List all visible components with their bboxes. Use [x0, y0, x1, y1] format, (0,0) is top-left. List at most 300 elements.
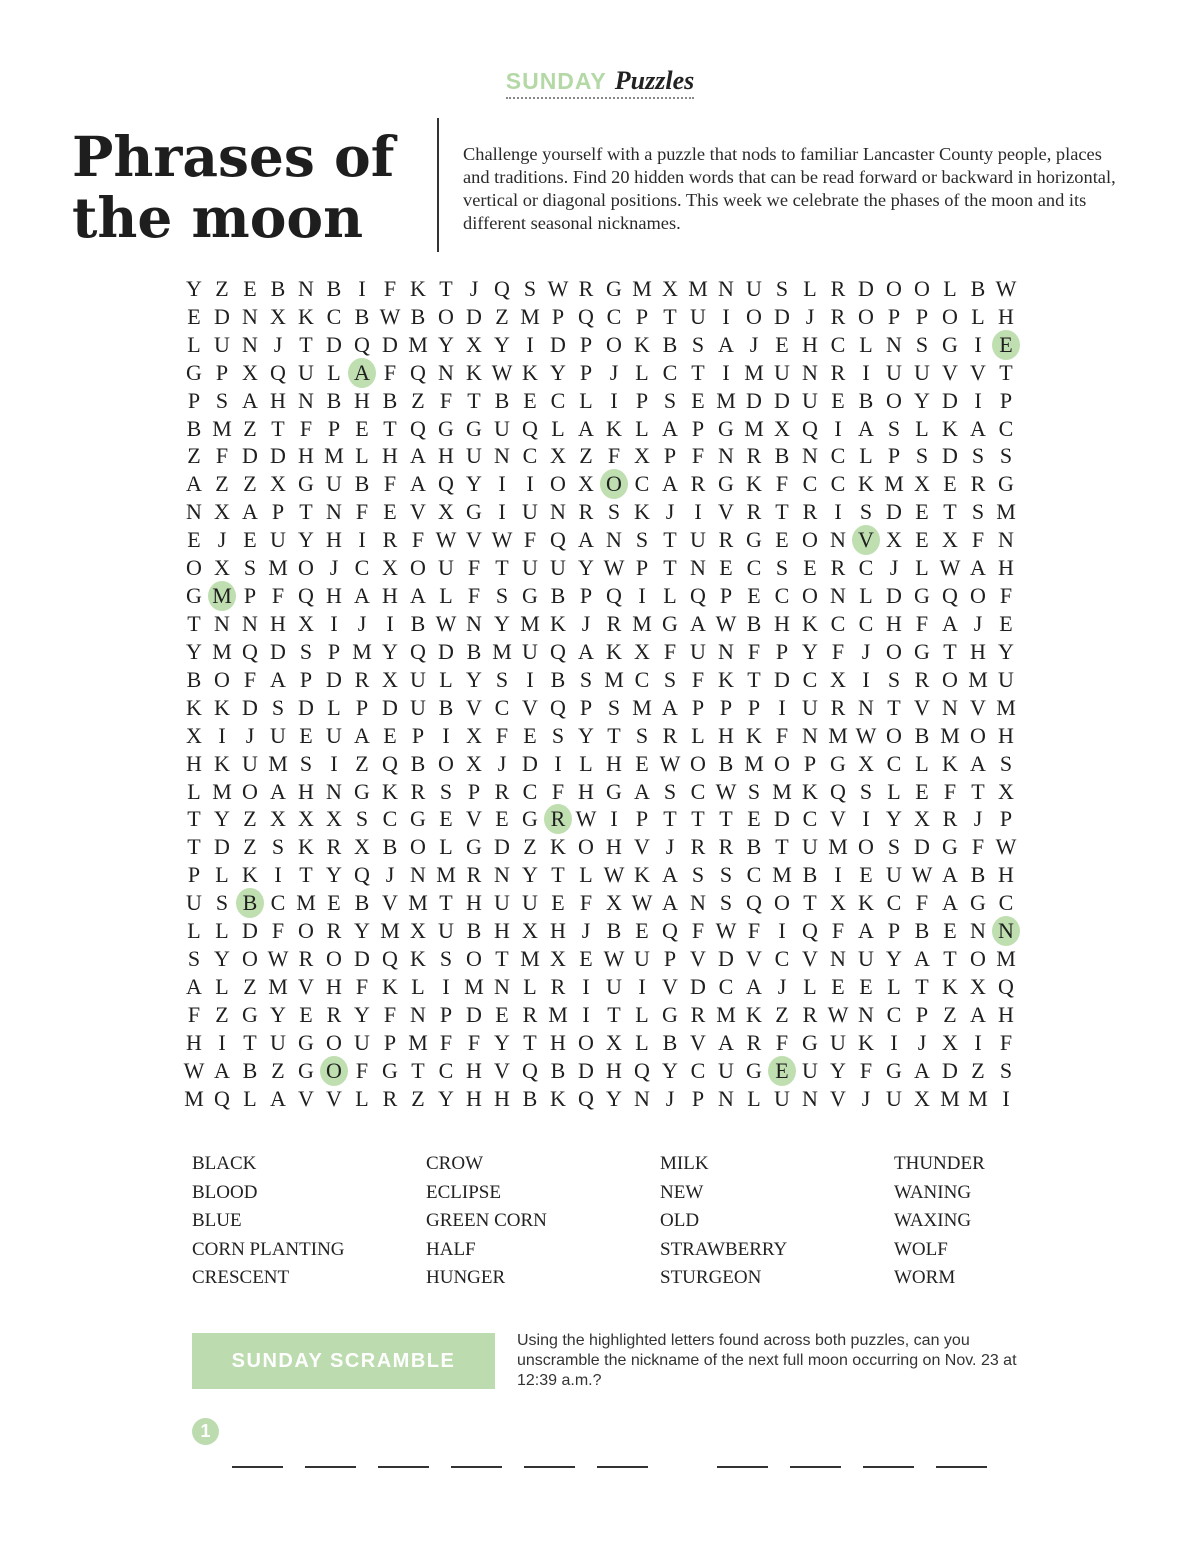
- letter-cell: H: [606, 834, 622, 860]
- answer-blank[interactable]: [232, 1466, 283, 1468]
- letter-cell: M: [996, 499, 1016, 525]
- letter-cell: T: [243, 1029, 257, 1055]
- scramble-number-badge: 1: [192, 1418, 219, 1445]
- letter-cell: F: [439, 387, 453, 413]
- letter-cell: R: [298, 946, 314, 972]
- letter-cell: R: [354, 666, 370, 692]
- letter-cell: U: [410, 666, 426, 692]
- letter-cell: I: [526, 331, 534, 357]
- letter-cell: K: [858, 1029, 874, 1055]
- letter-cell: M: [408, 331, 428, 357]
- letter-cell: U: [438, 555, 454, 581]
- letter-cell: U: [774, 1085, 790, 1111]
- letter-cell: F: [691, 666, 705, 692]
- letter-cell: Y: [326, 862, 342, 888]
- letter-cell: F: [383, 359, 397, 385]
- letter-cell: I: [1002, 1085, 1010, 1111]
- letter-cell: H: [186, 1029, 202, 1055]
- word-list-item: WANING: [894, 1181, 972, 1203]
- letter-cell: S: [747, 778, 761, 804]
- letter-cell: A: [354, 722, 370, 748]
- letter-cell: X: [830, 666, 846, 692]
- letter-cell: F: [355, 974, 369, 999]
- letter-cell: U: [718, 1057, 734, 1083]
- letter-cell: G: [354, 778, 370, 804]
- word-search-grid: [180, 275, 1020, 1113]
- letter-cell: D: [326, 331, 342, 357]
- letter-cell: C: [774, 946, 790, 972]
- letter-cell: G: [718, 415, 734, 441]
- letter-cell: P: [187, 862, 201, 888]
- letter-cell: Z: [243, 806, 257, 832]
- letter-cell: F: [915, 611, 929, 637]
- letter-cell: L: [803, 974, 817, 999]
- letter-cell: Z: [243, 974, 257, 999]
- letter-cell: C: [998, 415, 1014, 441]
- letter-cell: Z: [243, 471, 257, 497]
- letter-cell: X: [186, 722, 202, 748]
- letter-cell: P: [999, 387, 1013, 413]
- letter-cell: C: [662, 359, 678, 385]
- letter-cell: N: [606, 527, 622, 553]
- letter-cell: J: [609, 359, 619, 385]
- letter-cell: K: [858, 890, 874, 916]
- letter-cell: A: [354, 583, 370, 609]
- letter-cell: U: [242, 750, 258, 776]
- letter-cell: G: [466, 499, 482, 525]
- letter-cell: I: [582, 974, 590, 999]
- answer-blank[interactable]: [863, 1466, 914, 1468]
- letter-cell: J: [973, 611, 983, 637]
- letter-cell: K: [802, 611, 818, 637]
- letter-cell: L: [691, 722, 705, 748]
- letter-cell: O: [886, 638, 902, 664]
- letter-cell: B: [382, 387, 398, 413]
- letter-cell: E: [243, 275, 257, 301]
- letter-cell: L: [663, 583, 677, 609]
- letter-cell: C: [746, 555, 762, 581]
- letter-cell: K: [746, 1001, 762, 1027]
- letter-cell: E: [327, 890, 341, 916]
- letter-cell: E: [803, 555, 817, 581]
- letter-cell: Q: [578, 303, 594, 329]
- letter-cell: A: [578, 415, 594, 441]
- word-list-item: STRAWBERRY: [660, 1238, 788, 1260]
- letter-cell: E: [831, 974, 845, 999]
- letter-cell: J: [973, 806, 983, 832]
- letter-cell: W: [491, 359, 513, 385]
- letter-cell: N: [466, 611, 482, 637]
- letter-cell: W: [435, 611, 457, 637]
- letter-cell: E: [299, 1001, 313, 1027]
- letter-cell: E: [243, 527, 257, 553]
- letter-cell: B: [186, 415, 202, 441]
- letter-cell: T: [187, 834, 201, 860]
- letter-cell: K: [410, 946, 426, 972]
- letter-cell: T: [299, 331, 313, 357]
- letter-cell: I: [498, 499, 506, 525]
- letter-cell: O: [326, 946, 342, 972]
- letter-cell: V: [746, 946, 762, 972]
- letter-cell: M: [212, 778, 232, 804]
- letter-cell: E: [775, 331, 789, 357]
- word-list-item: OLD: [660, 1210, 700, 1231]
- letter-cell: U: [858, 946, 874, 972]
- letter-cell: D: [858, 275, 874, 301]
- letter-cell: W: [995, 275, 1017, 301]
- letter-cell: I: [610, 806, 618, 832]
- letter-cell: K: [550, 1085, 566, 1111]
- letter-cell: L: [579, 862, 593, 888]
- letter-cell: N: [550, 499, 566, 525]
- letter-cell: J: [217, 527, 227, 553]
- letter-cell: P: [579, 331, 593, 357]
- letter-cell: S: [915, 443, 929, 469]
- letter-cell: M: [940, 722, 960, 748]
- letter-cell: R: [382, 527, 398, 553]
- letter-cell: M: [520, 303, 540, 329]
- letter-cell: W: [603, 946, 625, 972]
- letter-cell: Y: [438, 1085, 454, 1111]
- letter-cell: S: [299, 638, 313, 664]
- letter-cell: P: [215, 359, 229, 385]
- letter-cell: S: [719, 862, 733, 888]
- letter-cell: Z: [579, 443, 593, 469]
- letter-cell: V: [662, 974, 678, 999]
- answer-blank[interactable]: [378, 1466, 429, 1468]
- letter-cell: R: [830, 555, 846, 581]
- letter-cell: Q: [830, 778, 846, 804]
- answer-blank[interactable]: [597, 1466, 648, 1468]
- letter-cell: E: [775, 527, 789, 553]
- letter-cell: N: [858, 694, 874, 720]
- letter-cell: W: [715, 611, 737, 637]
- letter-cell: L: [215, 918, 229, 944]
- letter-cell: S: [691, 862, 705, 888]
- letter-cell: U: [466, 443, 482, 469]
- letter-cell: S: [887, 415, 901, 441]
- letter-cell: W: [715, 918, 737, 944]
- letter-cell: U: [550, 555, 566, 581]
- letter-cell: S: [635, 527, 649, 553]
- letter-cell: Z: [355, 750, 369, 776]
- letter-cell: W: [603, 862, 625, 888]
- highlighted-letter-cell: E: [768, 1057, 796, 1085]
- letter-cell: M: [212, 638, 232, 664]
- letter-cell: T: [943, 946, 957, 972]
- letter-cell: D: [242, 443, 258, 469]
- letter-cell: L: [187, 331, 201, 357]
- letter-cell: Y: [606, 1085, 622, 1111]
- letter-cell: D: [690, 974, 706, 999]
- letter-cell: R: [690, 1001, 706, 1027]
- letter-cell: B: [858, 387, 874, 413]
- page-title: Phrases of the moon: [72, 124, 395, 250]
- letter-cell: Z: [943, 1001, 957, 1027]
- letter-cell: F: [495, 722, 509, 748]
- letter-cell: M: [940, 1085, 960, 1111]
- letter-cell: P: [803, 750, 817, 776]
- letter-cell: A: [578, 527, 594, 553]
- letter-cell: A: [634, 778, 650, 804]
- letter-cell: F: [271, 583, 285, 609]
- word-list-item: BLACK: [192, 1153, 257, 1174]
- letter-cell: F: [691, 443, 705, 469]
- letter-cell: A: [942, 862, 958, 888]
- letter-cell: O: [550, 471, 566, 497]
- letter-cell: D: [242, 918, 258, 944]
- letter-cell: Y: [578, 722, 594, 748]
- letter-cell: L: [439, 834, 453, 860]
- letter-cell: S: [215, 387, 229, 413]
- letter-cell: X: [634, 443, 650, 469]
- letter-cell: Q: [214, 1085, 230, 1111]
- letter-cell: N: [242, 331, 258, 357]
- letter-cell: V: [298, 974, 314, 999]
- letter-cell: I: [386, 611, 394, 637]
- letter-cell: T: [775, 499, 789, 525]
- letter-cell: K: [634, 499, 650, 525]
- letter-cell: T: [383, 415, 397, 441]
- letter-cell: M: [996, 946, 1016, 972]
- letter-cell: N: [718, 443, 734, 469]
- letter-cell: X: [886, 527, 902, 553]
- letter-cell: U: [802, 387, 818, 413]
- letter-cell: H: [606, 750, 622, 776]
- letter-cell: R: [382, 1085, 398, 1111]
- letter-cell: N: [802, 722, 818, 748]
- letter-cell: T: [467, 387, 481, 413]
- letter-cell: Q: [410, 638, 426, 664]
- letter-cell: Q: [998, 974, 1014, 999]
- letter-cell: Y: [662, 1057, 678, 1083]
- letter-cell: M: [380, 918, 400, 944]
- letter-cell: M: [716, 1001, 736, 1027]
- letter-cell: G: [466, 834, 482, 860]
- letter-cell: C: [774, 583, 790, 609]
- letter-cell: T: [719, 806, 733, 832]
- letter-cell: U: [830, 1029, 846, 1055]
- letter-cell: L: [887, 974, 901, 999]
- letter-cell: S: [859, 778, 873, 804]
- letter-cell: N: [690, 555, 706, 581]
- letter-cell: M: [520, 946, 540, 972]
- letter-cell: G: [746, 1057, 762, 1083]
- letter-cell: Q: [438, 471, 454, 497]
- letter-cell: F: [355, 1057, 369, 1083]
- letter-cell: T: [691, 806, 705, 832]
- letter-cell: B: [466, 918, 482, 944]
- letter-cell: Y: [998, 638, 1014, 664]
- letter-cell: B: [410, 303, 426, 329]
- answer-blank[interactable]: [790, 1466, 841, 1468]
- letter-cell: S: [551, 722, 565, 748]
- letter-cell: C: [830, 611, 846, 637]
- letter-cell: Z: [523, 834, 537, 860]
- letter-cell: Y: [550, 359, 566, 385]
- letter-cell: G: [410, 806, 426, 832]
- letter-cell: F: [383, 275, 397, 301]
- letter-cell: A: [942, 890, 958, 916]
- letter-cell: S: [775, 555, 789, 581]
- letter-cell: B: [354, 890, 370, 916]
- letter-cell: G: [718, 471, 734, 497]
- letter-cell: S: [243, 555, 257, 581]
- letter-cell: R: [522, 1001, 538, 1027]
- letter-cell: A: [942, 611, 958, 637]
- letter-cell: R: [662, 722, 678, 748]
- letter-cell: D: [746, 387, 762, 413]
- letter-cell: B: [438, 694, 454, 720]
- letter-cell: A: [186, 974, 202, 999]
- letter-cell: Q: [382, 946, 398, 972]
- letter-cell: S: [663, 666, 677, 692]
- letter-cell: S: [691, 331, 705, 357]
- letter-cell: B: [354, 471, 370, 497]
- letter-cell: C: [858, 611, 874, 637]
- letter-cell: R: [578, 499, 594, 525]
- letter-cell: R: [690, 834, 706, 860]
- letter-cell: E: [523, 387, 537, 413]
- letter-cell: U: [326, 471, 342, 497]
- letter-cell: I: [442, 974, 450, 999]
- letter-cell: C: [634, 666, 650, 692]
- letter-cell: E: [915, 499, 929, 525]
- letter-cell: Y: [494, 331, 510, 357]
- letter-cell: R: [606, 611, 622, 637]
- letter-cell: L: [635, 1029, 649, 1055]
- letter-cell: M: [716, 387, 736, 413]
- letter-cell: U: [186, 890, 202, 916]
- letter-cell: G: [662, 1001, 678, 1027]
- letter-cell: L: [635, 359, 649, 385]
- letter-cell: M: [884, 471, 904, 497]
- letter-cell: W: [183, 1057, 205, 1083]
- letter-cell: F: [187, 1001, 201, 1027]
- letter-cell: W: [911, 862, 933, 888]
- letter-cell: N: [214, 611, 230, 637]
- masthead-brand: SUNDAY: [505, 68, 607, 94]
- letter-cell: H: [494, 1085, 510, 1111]
- letter-cell: S: [523, 275, 537, 301]
- letter-cell: T: [691, 359, 705, 385]
- letter-cell: P: [467, 778, 481, 804]
- letter-cell: M: [548, 1001, 568, 1027]
- letter-cell: Q: [550, 638, 566, 664]
- answer-blank[interactable]: [936, 1466, 987, 1468]
- letter-cell: Q: [662, 918, 678, 944]
- letter-cell: B: [326, 275, 342, 301]
- letter-cell: H: [298, 778, 314, 804]
- letter-cell: H: [186, 750, 202, 776]
- letter-cell: K: [802, 778, 818, 804]
- word-list-item: HUNGER: [426, 1267, 506, 1288]
- word-list-item: NEW: [660, 1181, 704, 1203]
- letter-cell: R: [410, 778, 426, 804]
- letter-cell: B: [970, 862, 986, 888]
- letter-cell: E: [383, 499, 397, 525]
- letter-cell: A: [970, 1001, 986, 1027]
- letter-cell: W: [379, 303, 401, 329]
- letter-cell: N: [802, 1085, 818, 1111]
- letter-cell: X: [270, 303, 286, 329]
- answer-blank[interactable]: [717, 1466, 768, 1468]
- letter-cell: V: [466, 694, 482, 720]
- letter-cell: R: [746, 499, 762, 525]
- letter-cell: T: [607, 1001, 621, 1027]
- letter-cell: L: [523, 974, 537, 999]
- answer-blank[interactable]: [524, 1466, 575, 1468]
- letter-cell: Y: [466, 471, 482, 497]
- letter-cell: O: [858, 303, 874, 329]
- letter-cell: H: [998, 555, 1014, 581]
- letter-cell: E: [691, 387, 705, 413]
- letter-cell: I: [862, 359, 870, 385]
- letter-cell: R: [746, 1029, 762, 1055]
- letter-cell: I: [834, 862, 842, 888]
- letter-cell: N: [858, 1001, 874, 1027]
- letter-cell: N: [718, 1085, 734, 1111]
- letter-cell: I: [330, 611, 338, 637]
- letter-cell: X: [522, 918, 538, 944]
- letter-cell: H: [270, 611, 286, 637]
- letter-cell: O: [690, 750, 706, 776]
- letter-cell: P: [663, 946, 677, 972]
- letter-cell: P: [635, 303, 649, 329]
- letter-cell: O: [578, 1029, 594, 1055]
- letter-cell: Y: [914, 387, 930, 413]
- letter-cell: B: [186, 666, 202, 692]
- letter-cell: E: [299, 722, 313, 748]
- letter-cell: P: [579, 359, 593, 385]
- letter-cell: J: [777, 974, 787, 999]
- highlighted-letter-cell: N: [992, 917, 1020, 945]
- letter-cell: F: [215, 443, 229, 469]
- letter-cell: W: [995, 834, 1017, 860]
- letter-cell: L: [915, 750, 929, 776]
- letter-cell: E: [383, 722, 397, 748]
- letter-cell: O: [970, 722, 986, 748]
- letter-cell: F: [411, 527, 425, 553]
- letter-cell: L: [943, 275, 957, 301]
- word-list-column: [426, 1150, 660, 1293]
- letter-cell: I: [358, 527, 366, 553]
- letter-cell: N: [242, 303, 258, 329]
- letter-cell: F: [383, 1001, 397, 1027]
- letter-cell: M: [604, 666, 624, 692]
- letter-cell: J: [861, 638, 871, 664]
- answer-blank[interactable]: [305, 1466, 356, 1468]
- letter-cell: E: [915, 778, 929, 804]
- letter-cell: O: [410, 834, 426, 860]
- letter-cell: P: [775, 638, 789, 664]
- word-list: [192, 1150, 1132, 1293]
- letter-cell: U: [802, 834, 818, 860]
- letter-cell: G: [746, 527, 762, 553]
- letter-cell: U: [298, 359, 314, 385]
- letter-cell: G: [802, 1029, 818, 1055]
- letter-cell: E: [635, 918, 649, 944]
- answer-blank[interactable]: [451, 1466, 502, 1468]
- letter-cell: B: [774, 443, 790, 469]
- letter-cell: C: [550, 387, 566, 413]
- letter-cell: K: [942, 974, 958, 999]
- masthead: [0, 66, 1200, 99]
- letter-cell: W: [715, 778, 737, 804]
- letter-cell: M: [408, 890, 428, 916]
- letter-cell: L: [635, 1001, 649, 1027]
- word-list-item: CRESCENT: [192, 1267, 290, 1288]
